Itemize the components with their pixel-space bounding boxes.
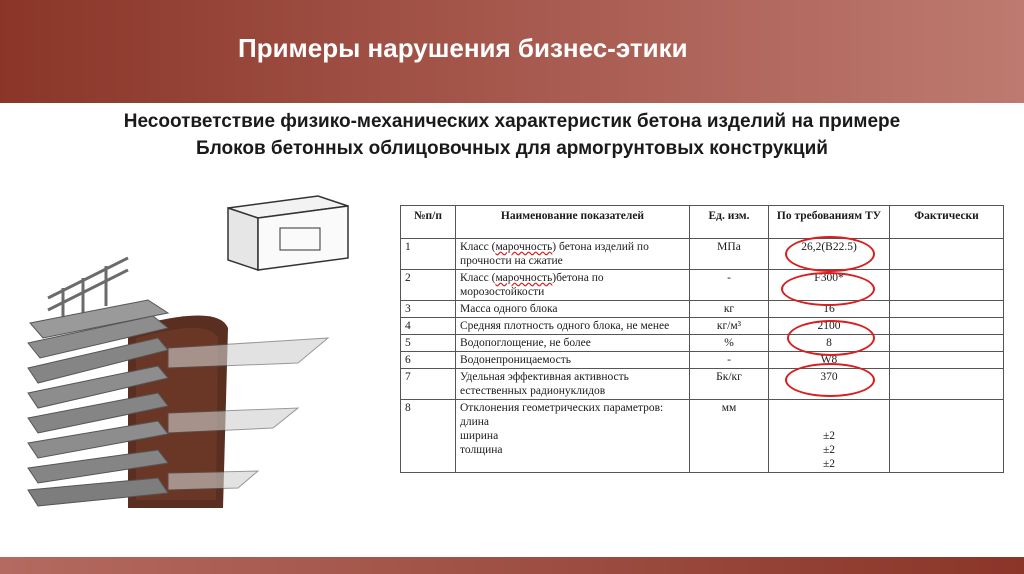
col-header-num: №п/п [401,206,456,239]
col-header-name: Наименование показателей [456,206,690,239]
retaining-wall-illustration [18,188,378,523]
row-req: 370 [769,369,890,400]
row-actual [890,352,1004,369]
row-unit: кг [690,301,769,318]
row-req: 8 [769,335,890,352]
row-unit: % [690,335,769,352]
row-num: 6 [401,352,456,369]
row-req: F300* [769,270,890,301]
row-num: 7 [401,369,456,400]
row-name: Водопоглощение, не более [456,335,690,352]
row-actual [890,318,1004,335]
row-req: 2100 [769,318,890,335]
row-num: 1 [401,239,456,270]
row-req: 16 [769,301,890,318]
row-unit: - [690,352,769,369]
row-unit: кг/м³ [690,318,769,335]
row-actual [890,369,1004,400]
row-actual [890,301,1004,318]
row-unit: мм [690,400,769,473]
row-unit: Бк/кг [690,369,769,400]
row-num: 3 [401,301,456,318]
footer-bar [0,557,1024,574]
table-row [401,270,1004,301]
table-row [401,369,1004,400]
row-name: Средняя плотность одного блока, не менее [456,318,690,335]
highlight-circle-water [785,363,875,397]
row-actual [890,270,1004,301]
row-unit: МПа [690,239,769,270]
row-num: 8 [401,400,456,473]
col-header-req: По требованиям ТУ [769,206,890,239]
row-num: 5 [401,335,456,352]
concrete-block-icon [228,196,348,270]
row-name: Масса одного блока [456,301,690,318]
row-name: Удельная эффективная активность естественных радионуклидов [456,369,690,400]
row-name: Класс (марочность) бетона изделий по прочности на сжатие [456,239,690,270]
spec-table-container [400,205,1004,473]
slide-title: Примеры нарушения бизнес-этики [238,33,688,63]
highlight-circle-density [787,320,875,356]
row-req: W8 [769,352,890,369]
row-unit: - [690,270,769,301]
row-name: Класс (марочность)бетона по морозостойкости [456,270,690,301]
row-actual [890,335,1004,352]
table-row [401,400,1004,473]
table-row [401,318,1004,335]
subtitle-line-1: Несоответствие физико-механических характеристик бетона изделий на примере [123,111,901,132]
highlight-circle-frost [781,272,875,306]
row-actual [890,400,1004,473]
row-name: Водонепроницаемость [456,352,690,369]
row-num: 4 [401,318,456,335]
row-name: Отклонения геометрических параметров: длина ширина толщина [456,400,690,473]
table-row [401,301,1004,318]
slide-subtitle [0,108,1024,162]
row-req: 26,2(В22.5) [769,239,890,270]
subtitle-line-2: Блоков бетонных облицовочных для армогрунтовых конструкций [196,138,828,159]
row-num: 2 [401,270,456,301]
table-header-row [401,206,1004,239]
spec-table [400,205,1004,473]
table-row [401,335,1004,352]
highlight-circle-strength [785,236,875,272]
row-actual [890,239,1004,270]
table-row [401,352,1004,369]
header-bar [0,0,1024,103]
col-header-actual: Фактически [890,206,1004,239]
row-req: ±2 ±2 ±2 [769,400,890,473]
table-row [401,239,1004,270]
col-header-unit: Ед. изм. [690,206,769,239]
